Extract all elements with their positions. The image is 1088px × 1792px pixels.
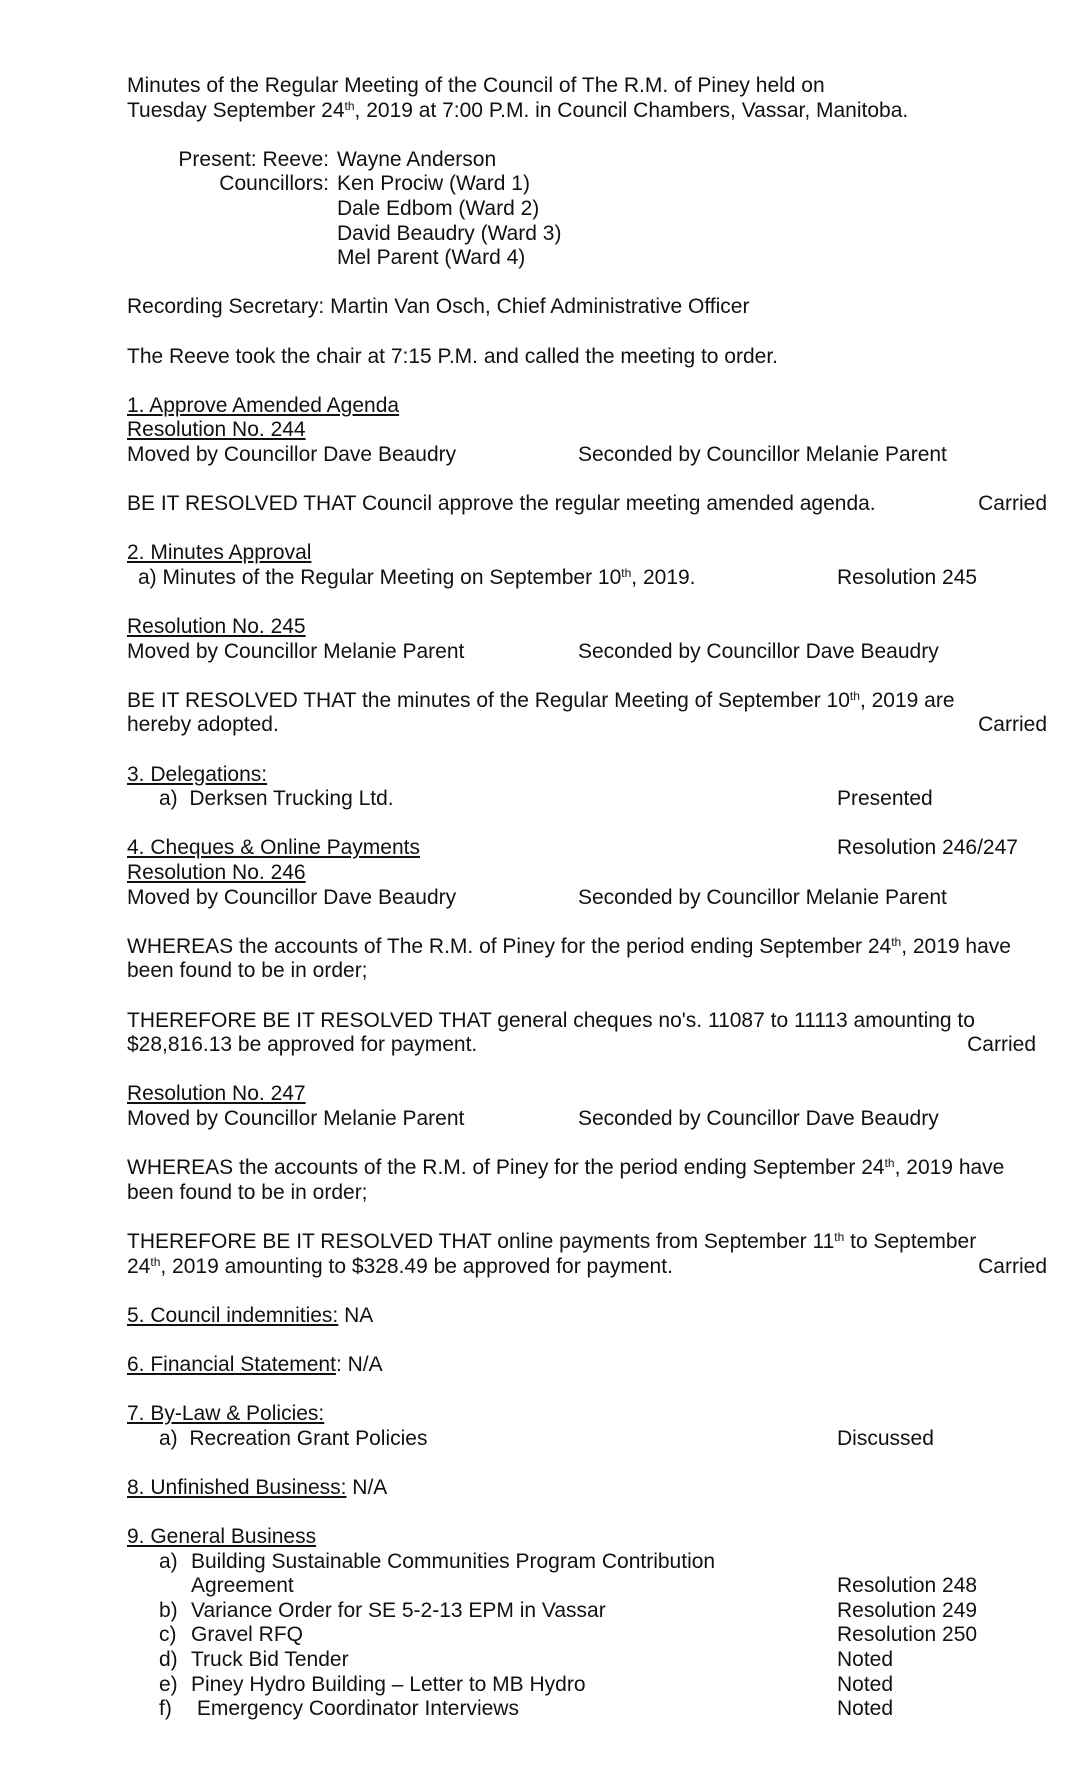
resolution-245-body-2 bbox=[127, 713, 1047, 738]
header-date: Tuesday September 24 bbox=[127, 98, 345, 122]
item-resolution: Resolution 245 bbox=[837, 565, 978, 589]
resolution-247-whereas-2 bbox=[127, 1181, 1047, 1206]
section-1-heading bbox=[127, 394, 1047, 419]
resolution-text: , 2019 are bbox=[859, 688, 955, 712]
section-4-heading bbox=[127, 836, 1047, 861]
chair-text: The Reeve took the chair at 7:15 P.M. and called the meeting to order. bbox=[127, 344, 779, 368]
resolution-247-therefore-2 bbox=[127, 1255, 1047, 1280]
resolution-text: been found to be in order; bbox=[127, 1180, 368, 1204]
general-business-item bbox=[127, 1673, 1047, 1698]
section-7-heading bbox=[127, 1402, 1047, 1427]
resolution-245-label bbox=[127, 615, 1047, 640]
resolution-246-therefore-1 bbox=[127, 1009, 1047, 1034]
general-business-item bbox=[127, 1697, 1047, 1722]
header-line-2 bbox=[127, 99, 1047, 124]
item-text: Variance Order for SE 5-2-13 EPM in Vassar bbox=[191, 1598, 606, 1622]
general-business-item bbox=[127, 1550, 1047, 1575]
ordinal-sup: th bbox=[884, 1156, 895, 1171]
seconded-by: Seconded by Councillor Melanie Parent bbox=[578, 442, 947, 466]
item-status: Presented bbox=[837, 787, 933, 811]
resolution-246-movers bbox=[127, 886, 1047, 911]
carried-status: Carried bbox=[978, 713, 1047, 737]
resolution-246-therefore-2 bbox=[127, 1033, 1047, 1058]
carried-status: Carried bbox=[978, 492, 1047, 516]
section-9-heading bbox=[127, 1525, 1047, 1550]
section-heading: 4. Cheques & Online Payments bbox=[127, 836, 420, 860]
councillor-name: Dale Edbom (Ward 2) bbox=[337, 196, 540, 220]
resolution-245-body-1 bbox=[127, 689, 1047, 714]
section-heading: 2. Minutes Approval bbox=[127, 541, 312, 565]
present-reeve-line bbox=[127, 148, 1047, 173]
item-text: Agreement bbox=[191, 1574, 294, 1598]
item-text: Building Sustainable Communities Program Contribution bbox=[191, 1549, 716, 1573]
section-value: : N/A bbox=[335, 1352, 383, 1376]
resolution-244-body bbox=[127, 492, 1047, 517]
secretary-text: Recording Secretary: Martin Van Osch, Chief Administrative Officer bbox=[127, 295, 750, 319]
moved-by: Moved by Councillor Dave Beaudry bbox=[127, 885, 457, 909]
resolution-number: Resolution No. 246 bbox=[127, 861, 306, 884]
councillor-line bbox=[127, 197, 1047, 222]
section-heading: 3. Delegations: bbox=[127, 762, 268, 786]
item-marker: a) bbox=[159, 1426, 178, 1450]
section-8 bbox=[127, 1476, 1047, 1501]
ordinal-sup: th bbox=[834, 1229, 845, 1244]
section-6 bbox=[127, 1353, 1047, 1378]
general-business-item bbox=[127, 1599, 1047, 1624]
section-2-heading bbox=[127, 541, 1047, 566]
section-heading: 6. Financial Statement bbox=[127, 1352, 336, 1376]
recording-secretary bbox=[127, 295, 1047, 320]
item-marker: c) bbox=[159, 1623, 177, 1647]
resolution-text: THEREFORE BE IT RESOLVED THAT online payments from September 11 bbox=[127, 1229, 835, 1253]
item-status: Resolution 249 bbox=[837, 1598, 978, 1622]
resolution-text: hereby adopted. bbox=[127, 713, 279, 737]
moved-by: Moved by Councillor Melanie Parent bbox=[127, 1106, 465, 1130]
general-business-item bbox=[127, 1648, 1047, 1673]
section-heading: 7. By-Law & Policies: bbox=[127, 1402, 325, 1426]
resolution-number: Resolution No. 247 bbox=[127, 1082, 306, 1106]
item-status: Noted bbox=[837, 1648, 894, 1671]
councillor-name: Mel Parent (Ward 4) bbox=[337, 246, 526, 270]
item-marker: b) bbox=[159, 1598, 178, 1622]
section-3-item-a bbox=[127, 787, 1047, 812]
resolution-246-label bbox=[127, 861, 1047, 886]
carried-status: Carried bbox=[978, 1254, 1047, 1278]
resolution-247-movers bbox=[127, 1107, 1047, 1132]
ordinal-sup: th bbox=[150, 1254, 161, 1269]
resolution-247-whereas-1 bbox=[127, 1156, 1047, 1181]
seconded-by: Seconded by Councillor Dave Beaudry bbox=[578, 639, 939, 663]
item-marker: a) bbox=[159, 787, 178, 811]
item-status: Discussed bbox=[837, 1426, 934, 1450]
resolution-text: , 2019 amounting to $328.49 be approved for payment. bbox=[160, 1254, 673, 1278]
resolution-246-whereas-1 bbox=[127, 935, 1047, 960]
item-marker: a) bbox=[159, 1549, 178, 1573]
resolution-247-label bbox=[127, 1082, 1047, 1107]
item-text: a) Minutes of the Regular Meeting on September 10 bbox=[138, 565, 622, 589]
section-5 bbox=[127, 1304, 1047, 1329]
resolution-number: Resolution No. 245 bbox=[127, 615, 306, 639]
resolution-text: 24 bbox=[127, 1254, 151, 1278]
header-text: Minutes of the Regular Meeting of the Council of The R.M. of Piney held on bbox=[127, 74, 825, 97]
seconded-by: Seconded by Councillor Melanie Parent bbox=[578, 885, 947, 909]
item-status: Resolution 250 bbox=[837, 1623, 978, 1647]
resolution-text: $28,816.13 be approved for payment. bbox=[127, 1033, 478, 1057]
reeve-name: Wayne Anderson bbox=[337, 147, 497, 171]
resolution-text: BE IT RESOLVED THAT the minutes of the Regular Meeting of September 10 bbox=[127, 688, 850, 712]
header-line-1 bbox=[127, 74, 1047, 99]
ordinal-sup: th bbox=[621, 565, 632, 580]
general-business-item bbox=[127, 1623, 1047, 1648]
carried-status: Carried bbox=[967, 1033, 1036, 1057]
resolution-text: been found to be in order; bbox=[127, 959, 368, 983]
item-resolution: Resolution 246/247 bbox=[837, 836, 1018, 860]
ordinal-sup: th bbox=[344, 98, 355, 113]
resolution-text: , 2019 have bbox=[901, 934, 1011, 958]
councillor-name: David Beaudry (Ward 3) bbox=[337, 221, 562, 245]
councillor-name: Ken Prociw (Ward 1) bbox=[337, 172, 530, 196]
resolution-244-label bbox=[127, 418, 1047, 443]
section-3-heading bbox=[127, 763, 1047, 788]
item-text: Gravel RFQ bbox=[191, 1623, 304, 1647]
section-2-item-a bbox=[127, 566, 1047, 591]
chair-statement bbox=[127, 345, 1047, 370]
resolution-text: WHEREAS the accounts of The R.M. of Piney for the period ending September 24 bbox=[127, 934, 892, 958]
resolution-number: Resolution No. 244 bbox=[127, 418, 306, 442]
resolution-text: , 2019 have bbox=[894, 1156, 1005, 1180]
resolution-247-therefore-1 bbox=[127, 1230, 1047, 1255]
section-heading: 1. Approve Amended Agenda bbox=[127, 393, 400, 417]
item-marker: d) bbox=[159, 1648, 178, 1671]
ordinal-sup: th bbox=[891, 934, 902, 949]
section-value: NA bbox=[338, 1303, 374, 1327]
item-status: Noted bbox=[837, 1672, 894, 1696]
section-value: N/A bbox=[346, 1475, 388, 1499]
item-marker: e) bbox=[159, 1672, 178, 1696]
resolution-text: BE IT RESOLVED THAT Council approve the regular meeting amended agenda. bbox=[127, 492, 876, 516]
resolution-text: to September bbox=[844, 1229, 977, 1253]
item-status: Noted bbox=[837, 1697, 894, 1721]
section-heading: 8. Unfinished Business: bbox=[127, 1475, 347, 1499]
resolution-text: WHEREAS the accounts of the R.M. of Piney for the period ending September 24 bbox=[127, 1156, 885, 1180]
item-text: , 2019. bbox=[631, 565, 696, 589]
councillors-label: Councillors: bbox=[219, 172, 329, 196]
item-text: Truck Bid Tender bbox=[191, 1648, 349, 1671]
item-status: Resolution 248 bbox=[837, 1574, 978, 1598]
section-heading: 9. General Business bbox=[127, 1525, 317, 1549]
item-text: Derksen Trucking Ltd. bbox=[189, 787, 394, 811]
councillor-line bbox=[127, 246, 1047, 271]
section-heading: 5. Council indemnities: bbox=[127, 1303, 339, 1327]
seconded-by: Seconded by Councillor Dave Beaudry bbox=[578, 1106, 939, 1130]
resolution-244-movers bbox=[127, 443, 1047, 468]
item-marker: f) bbox=[159, 1697, 172, 1721]
general-business-item bbox=[127, 1574, 1047, 1599]
present-label: Present: Reeve: bbox=[178, 147, 329, 171]
councillor-line bbox=[127, 222, 1047, 247]
moved-by: Moved by Councillor Dave Beaudry bbox=[127, 442, 457, 466]
item-text: Emergency Coordinator Interviews bbox=[191, 1697, 519, 1721]
section-7-item-a bbox=[127, 1427, 1047, 1452]
minutes-document bbox=[127, 74, 1047, 1722]
resolution-245-movers bbox=[127, 640, 1047, 665]
header-location: , 2019 at 7:00 P.M. in Council Chambers, Vassar, Manitoba. bbox=[354, 98, 909, 122]
item-text: Recreation Grant Policies bbox=[189, 1426, 428, 1450]
councillors-line bbox=[127, 172, 1047, 197]
resolution-246-whereas-2 bbox=[127, 959, 1047, 984]
ordinal-sup: th bbox=[849, 688, 860, 703]
item-text: Piney Hydro Building – Letter to MB Hydro bbox=[191, 1672, 586, 1696]
resolution-text: THEREFORE BE IT RESOLVED THAT general cheques no's. 11087 to 11113 amounting to bbox=[127, 1008, 975, 1032]
moved-by: Moved by Councillor Melanie Parent bbox=[127, 639, 465, 663]
